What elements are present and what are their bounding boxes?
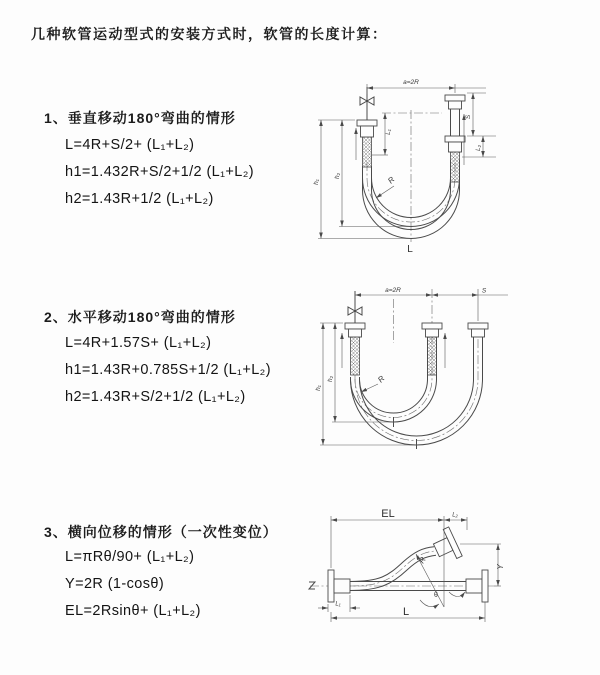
dim-label-l: L: [407, 244, 413, 255]
dim-label-h2: h₂: [334, 172, 341, 180]
dim-label-h2: h₂: [327, 375, 334, 383]
section-1-heading: 1、垂直移动180°弯曲的情形: [44, 110, 236, 126]
dim-label-r: R: [386, 174, 397, 186]
dim-label-y: Y: [496, 564, 505, 570]
dim-label-r: R: [376, 373, 387, 385]
diagram-vertical-movement: [310, 70, 590, 260]
formula-line: h2=1.43R+1/2 (L₁+L₂): [65, 191, 214, 207]
formula-line: EL=2Rsinθ+ (L₁+L₂): [65, 603, 201, 619]
dim-label-l2: L₂: [475, 144, 482, 152]
hose-body: [351, 337, 483, 449]
dim-label-l1: L₁: [335, 601, 341, 608]
formula-line: L=4R+S/2+ (L₁+L₂): [65, 137, 195, 153]
centerlines: [367, 110, 455, 242]
dimension-lines: [318, 84, 496, 239]
dim-label-s: S: [465, 114, 472, 120]
hose-fittings: [345, 323, 488, 337]
diagram-horizontal-movement: [308, 283, 593, 453]
formula-line: h2=1.43R+S/2+1/2 (L₁+L₂): [65, 389, 246, 405]
dimension-lines: [318, 516, 501, 622]
dim-label-l1: L₁: [385, 129, 392, 135]
dim-label-el: EL: [381, 508, 395, 520]
diagram-lateral-displacement: [302, 500, 597, 660]
dim-label-h1: h₁: [313, 179, 320, 185]
formula-line: L=πRθ/90+ (L₁+L₂): [65, 549, 195, 565]
hose-body: [350, 547, 466, 591]
formula-line: h1=1.43R+0.785S+1/2 (L₁+L₂): [65, 362, 271, 378]
centerline-break-mark: [309, 582, 315, 589]
dim-label-h1: h₁: [315, 385, 322, 391]
valve-icon: [348, 291, 362, 323]
dim-label-a2r: a=2R: [403, 79, 419, 86]
centerlines: [355, 289, 478, 441]
dim-label-theta: θ: [434, 592, 438, 599]
page-title: 几种软管运动型式的安装方式时，软管的长度计算：: [31, 26, 388, 42]
section-2-heading: 2、水平移动180°弯曲的情形: [44, 309, 236, 325]
formula-line: L=4R+1.57S+ (L₁+L₂): [65, 335, 212, 351]
section-3-heading: 3、横向位移的情形（一次性变位）: [44, 524, 278, 540]
formula-line: Y=2R (1-cosθ): [65, 576, 165, 592]
dim-label-s: S: [481, 287, 487, 295]
dim-label-l: L: [402, 606, 410, 618]
dim-label-a2r: a=2R: [385, 287, 401, 294]
dim-label-r: R: [417, 555, 428, 566]
dim-label-l2: L₂: [452, 512, 458, 519]
formula-line: h1=1.432R+S/2+1/2 (L₁+L₂): [65, 164, 255, 180]
